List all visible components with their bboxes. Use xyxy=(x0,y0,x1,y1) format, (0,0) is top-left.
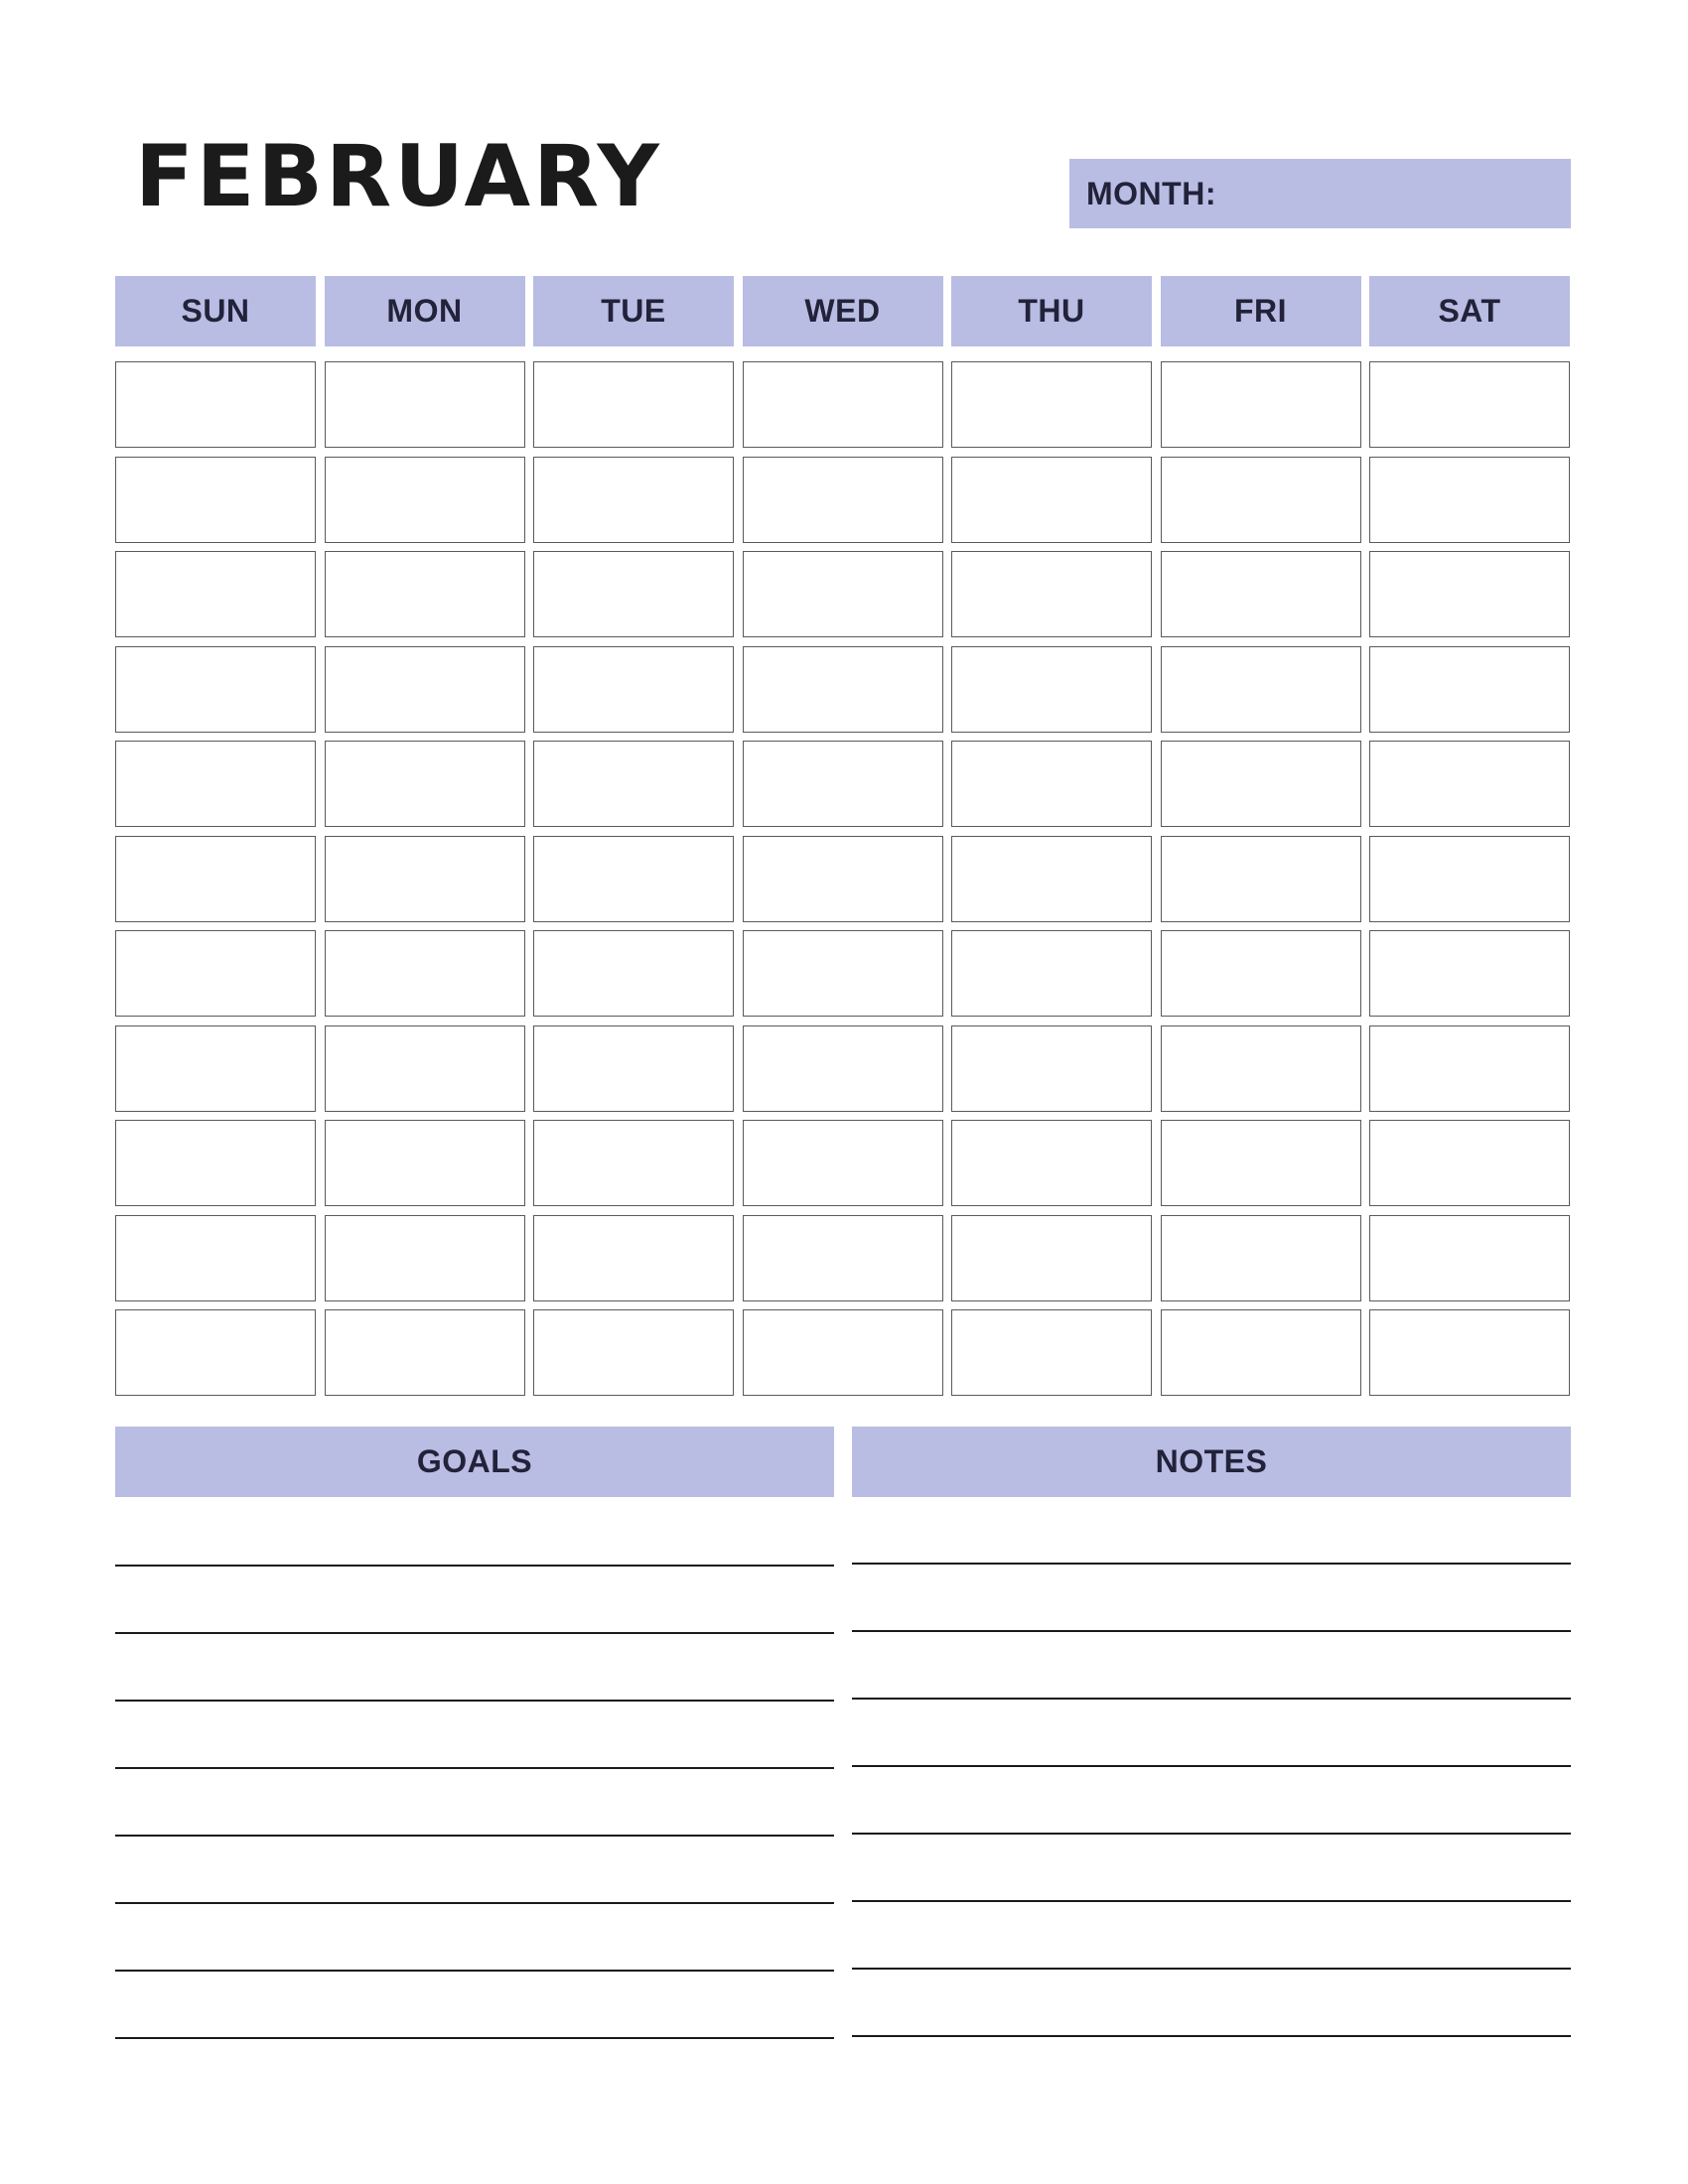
notes-line[interactable] xyxy=(852,1630,1571,1632)
calendar-cell[interactable] xyxy=(1161,1215,1361,1301)
goals-line[interactable] xyxy=(115,1565,834,1567)
calendar-cell[interactable] xyxy=(1161,551,1361,637)
notes-line[interactable] xyxy=(852,1968,1571,1970)
goals-line[interactable] xyxy=(115,1835,834,1837)
calendar-cell[interactable] xyxy=(1369,1120,1570,1206)
weekday-header-sun: SUN xyxy=(115,276,316,346)
calendar-cell[interactable] xyxy=(533,1215,734,1301)
calendar-cell[interactable] xyxy=(951,930,1152,1017)
calendar-cell[interactable] xyxy=(951,551,1152,637)
weekday-header-row xyxy=(115,276,1571,346)
calendar-cell[interactable] xyxy=(743,741,943,827)
calendar-cell[interactable] xyxy=(951,646,1152,733)
calendar-cell[interactable] xyxy=(951,361,1152,448)
calendar-cell[interactable] xyxy=(1369,361,1570,448)
calendar-cell[interactable] xyxy=(743,457,943,543)
calendar-cell[interactable] xyxy=(325,1309,525,1396)
calendar-cell[interactable] xyxy=(115,646,316,733)
calendar-cell[interactable] xyxy=(1161,836,1361,922)
calendar-cell[interactable] xyxy=(743,646,943,733)
calendar-cell[interactable] xyxy=(951,1215,1152,1301)
calendar-cell[interactable] xyxy=(1161,646,1361,733)
weekday-header-fri: FRI xyxy=(1161,276,1361,346)
calendar-cell[interactable] xyxy=(325,836,525,922)
calendar-cell[interactable] xyxy=(1369,551,1570,637)
goals-line[interactable] xyxy=(115,1700,834,1702)
calendar-cell[interactable] xyxy=(1161,741,1361,827)
goals-line[interactable] xyxy=(115,1902,834,1904)
calendar-cell[interactable] xyxy=(115,457,316,543)
calendar-cell[interactable] xyxy=(533,836,734,922)
calendar-cell[interactable] xyxy=(951,1120,1152,1206)
calendar-cell[interactable] xyxy=(115,1120,316,1206)
page-title: FEBRUARY xyxy=(135,127,662,226)
calendar-cell[interactable] xyxy=(325,930,525,1017)
calendar-cell[interactable] xyxy=(1161,1309,1361,1396)
month-field[interactable] xyxy=(1069,159,1571,228)
calendar-cell[interactable] xyxy=(325,646,525,733)
calendar-cell[interactable] xyxy=(743,1025,943,1112)
calendar-cell[interactable] xyxy=(115,836,316,922)
calendar-cell[interactable] xyxy=(325,1025,525,1112)
calendar-cell[interactable] xyxy=(1161,1025,1361,1112)
notes-header: NOTES xyxy=(852,1427,1571,1497)
calendar-cell[interactable] xyxy=(951,741,1152,827)
calendar-cell[interactable] xyxy=(325,1120,525,1206)
notes-line[interactable] xyxy=(852,1900,1571,1902)
notes-line[interactable] xyxy=(852,1833,1571,1835)
calendar-cell[interactable] xyxy=(1161,930,1361,1017)
calendar-cell[interactable] xyxy=(533,741,734,827)
calendar-cell[interactable] xyxy=(1369,741,1570,827)
calendar-cell[interactable] xyxy=(1369,1025,1570,1112)
calendar-cell[interactable] xyxy=(115,1025,316,1112)
month-field-label: MONTH: xyxy=(1086,175,1216,211)
calendar-cell[interactable] xyxy=(325,1215,525,1301)
goals-header: GOALS xyxy=(115,1427,834,1497)
calendar-cell[interactable] xyxy=(1161,361,1361,448)
calendar-cell[interactable] xyxy=(533,1309,734,1396)
weekday-header-mon: MON xyxy=(325,276,525,346)
calendar-cell[interactable] xyxy=(533,1025,734,1112)
calendar-cell[interactable] xyxy=(533,930,734,1017)
calendar-cell[interactable] xyxy=(1369,1215,1570,1301)
calendar-cell[interactable] xyxy=(743,361,943,448)
calendar-cell[interactable] xyxy=(115,551,316,637)
goals-line[interactable] xyxy=(115,1767,834,1769)
goals-line[interactable] xyxy=(115,1632,834,1634)
calendar-cell[interactable] xyxy=(743,551,943,637)
notes-line[interactable] xyxy=(852,1698,1571,1700)
calendar-cell[interactable] xyxy=(743,1309,943,1396)
calendar-cell[interactable] xyxy=(1369,930,1570,1017)
calendar-cell[interactable] xyxy=(115,930,316,1017)
calendar-cell[interactable] xyxy=(951,836,1152,922)
calendar-cell[interactable] xyxy=(743,1215,943,1301)
weekday-header-sat: SAT xyxy=(1369,276,1570,346)
calendar-cell[interactable] xyxy=(325,551,525,637)
calendar-cell[interactable] xyxy=(743,836,943,922)
calendar-cell[interactable] xyxy=(115,741,316,827)
notes-line[interactable] xyxy=(852,1765,1571,1767)
calendar-cell[interactable] xyxy=(1161,1120,1361,1206)
weekday-header-thu: THU xyxy=(951,276,1152,346)
goals-line[interactable] xyxy=(115,1970,834,1972)
calendar-cell[interactable] xyxy=(533,1120,734,1206)
weekday-header-wed: WED xyxy=(743,276,943,346)
notes-line[interactable] xyxy=(852,1563,1571,1565)
goals-line[interactable] xyxy=(115,2037,834,2039)
weekday-header-tue: TUE xyxy=(533,276,734,346)
calendar-cell[interactable] xyxy=(533,646,734,733)
calendar-cell[interactable] xyxy=(325,741,525,827)
calendar-cell[interactable] xyxy=(115,361,316,448)
calendar-cell[interactable] xyxy=(1369,836,1570,922)
calendar-cell[interactable] xyxy=(951,1309,1152,1396)
calendar-cell[interactable] xyxy=(115,1309,316,1396)
calendar-cell[interactable] xyxy=(951,1025,1152,1112)
calendar-cell[interactable] xyxy=(743,1120,943,1206)
calendar-cell[interactable] xyxy=(1369,457,1570,543)
calendar-cell[interactable] xyxy=(1369,646,1570,733)
calendar-cell[interactable] xyxy=(325,361,525,448)
calendar-cell[interactable] xyxy=(533,551,734,637)
calendar-cell[interactable] xyxy=(533,361,734,448)
notes-line[interactable] xyxy=(852,2035,1571,2037)
calendar-cell[interactable] xyxy=(951,457,1152,543)
calendar-cell[interactable] xyxy=(325,457,525,543)
calendar-cell[interactable] xyxy=(115,1215,316,1301)
calendar-cell[interactable] xyxy=(533,457,734,543)
calendar-cell[interactable] xyxy=(743,930,943,1017)
calendar-cell[interactable] xyxy=(1369,1309,1570,1396)
calendar-cell[interactable] xyxy=(1161,457,1361,543)
